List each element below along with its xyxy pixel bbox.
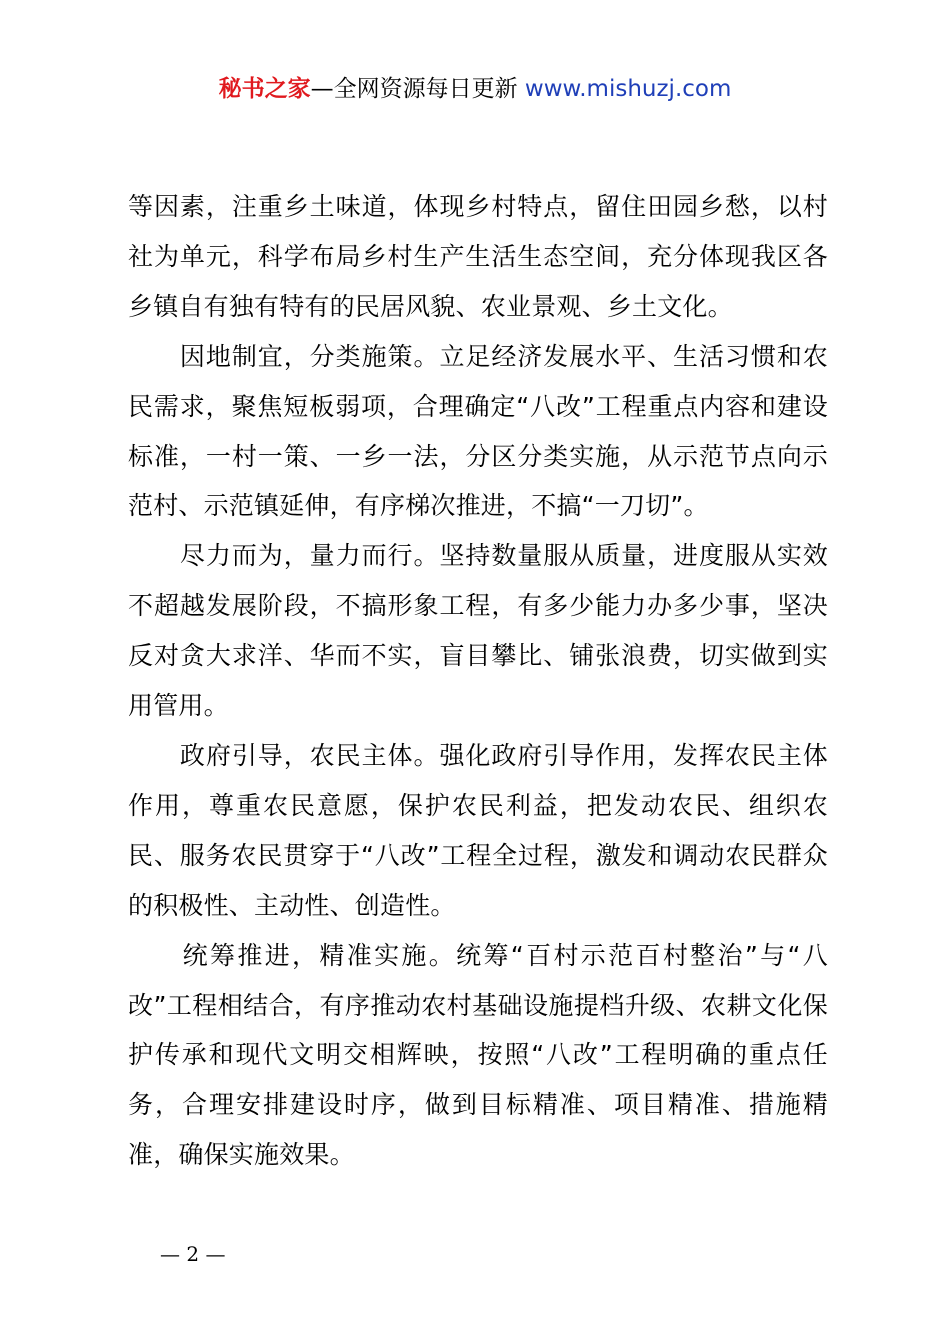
site-url-link[interactable]: www.mishuzj.com (524, 76, 732, 102)
paragraph-within-capacity: 尽力而为，量力而行。坚持数量服从质量，进度服从实效不超越发展阶段，不搞形象工程，有多少能力办多少事，坚决反对贪大求洋、华而不实，盲目攀比、铺张浪费，切实做到实用管用。 (128, 541, 828, 721)
header-tagline: —全网资源每日更新 (310, 76, 525, 102)
page-number: — 2 — (160, 1242, 226, 1266)
paragraph-continuation: 等因素，注重乡土味道，体现乡村特点，留住田园乡愁，以村社为单元，科学布局乡村生产生活生态空间，充分体现我区各乡镇自有独有特有的民居风貌、农业景观、乡土文化。 (128, 192, 828, 321)
brand-name: 秘书之家 (218, 76, 311, 102)
site-header (0, 74, 950, 104)
document-body (128, 182, 828, 1180)
paragraph-adapt-local: 因地制宜，分类施策。立足经济发展水平、生活习惯和农民需求，聚焦短板弱项，合理确定“八改”工程重点内容和建设标准，一村一策、一乡一法，分区分类实施，从示范节点向示范村、示范镇延伸，有序梯次推进，不搞“一刀切”。 (128, 341, 828, 521)
paragraph-government-guidance: 政府引导，农民主体。强化政府引导作用，发挥农民主体作用，尊重农民意愿，保护农民利益，把发动农民、组织农民、服务农民贯穿于“八改”工程全过程，激发和调动农民群众的积极性、主动性、创造性。 (128, 740, 828, 920)
paragraph-coordinated-implementation: 统筹推进，精准实施。统筹“百村示范百村整治”与“八改”工程相结合，有序推动农村基础设施提档升级、农耕文化保护传承和现代文明交相辉映，按照“八改”工程明确的重点任务，合理安排建设时序，做到目标精准、项目精准、措施精准，确保实施效果。 (128, 940, 828, 1170)
